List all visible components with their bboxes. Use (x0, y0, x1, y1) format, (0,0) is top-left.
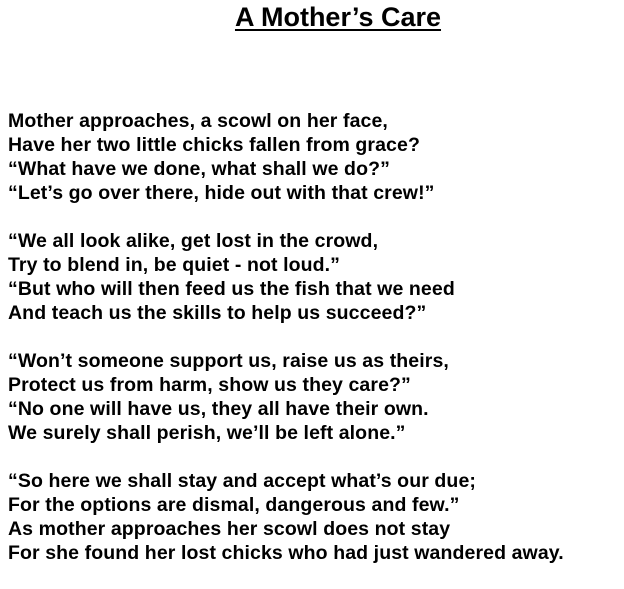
poem-body (8, 109, 620, 589)
stanza-1 (8, 109, 620, 205)
poem-line: “Won’t someone support us, raise us as theirs, (8, 350, 449, 372)
poem-line: Protect us from harm, show us they care?” (8, 374, 411, 396)
poem-line: As mother approaches her scowl does not stay (8, 518, 451, 540)
poem-line: Try to blend in, be quiet - not loud.” (8, 254, 341, 276)
poem-line: “We all look alike, get lost in the crowd, (8, 230, 379, 252)
poem-line: “But who will then feed us the fish that we need (8, 278, 455, 300)
poem-line: For she found her lost chicks who had just wandered away. (8, 542, 564, 564)
poem-line: “What have we done, what shall we do?” (8, 158, 390, 180)
poem-line: Have her two little chicks fallen from grace? (8, 134, 420, 156)
poem-line: We surely shall perish, we’ll be left alone.” (8, 422, 406, 444)
stanza-4 (8, 469, 620, 565)
poem-line: “Let’s go over there, hide out with that crew!” (8, 182, 435, 204)
poem-title: A Mother’s Care (234, 2, 442, 32)
poem-line: And teach us the skills to help us succeed?” (8, 302, 427, 324)
poem-line: Mother approaches, a scowl on her face, (8, 110, 388, 132)
poem-line: “No one will have us, they all have their own. (8, 398, 429, 420)
poem-line: “So here we shall stay and accept what’s our due; (8, 470, 476, 492)
poem-line: For the options are dismal, dangerous and few.” (8, 494, 460, 516)
stanza-2 (8, 229, 620, 325)
stanza-3 (8, 349, 620, 445)
